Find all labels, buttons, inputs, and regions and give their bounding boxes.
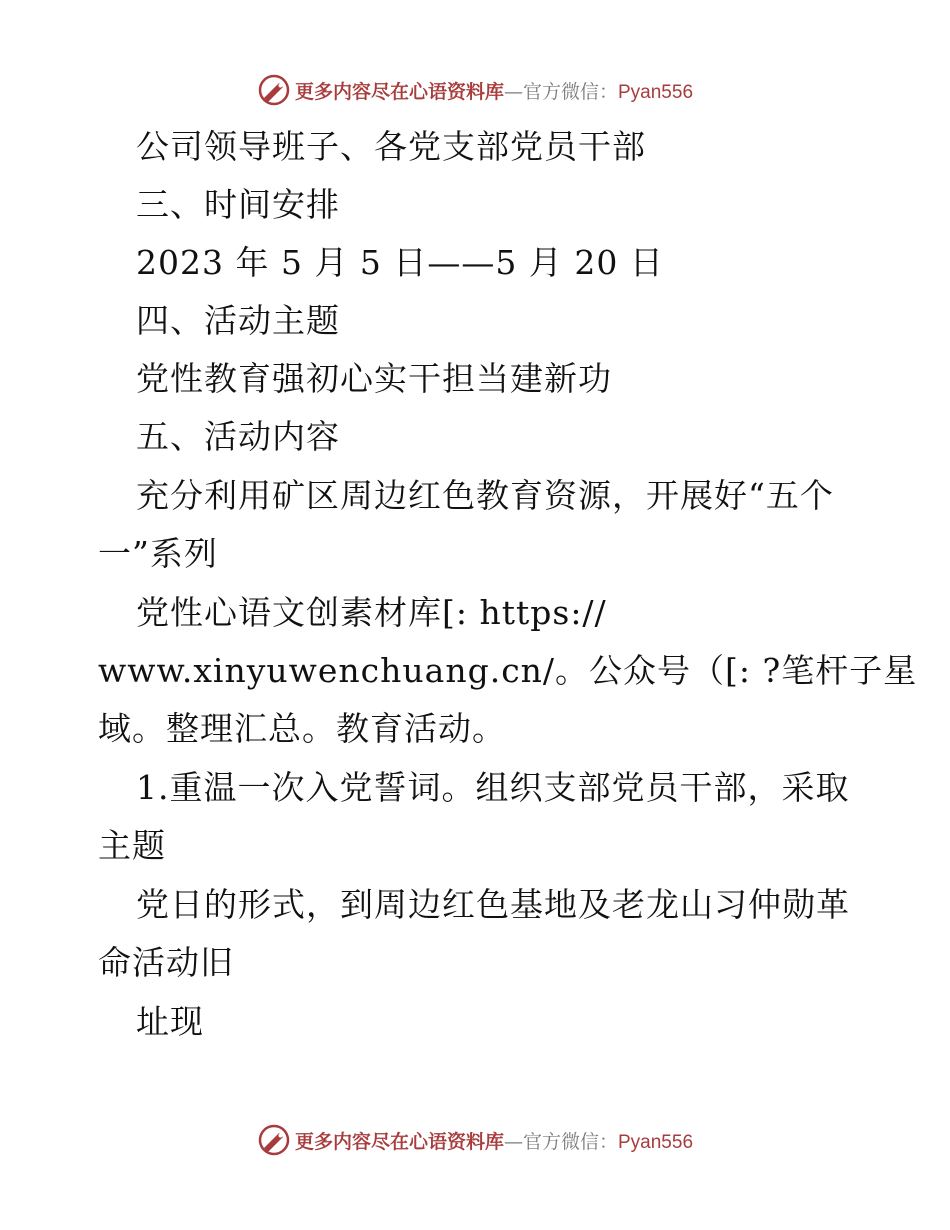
text-line: 党性教育强初心实干担当建新功 [136,359,612,398]
header-banner [0,70,950,110]
banner-weixin-id: Pyan556 [618,1131,694,1153]
text-line: 公司领导班子、各党支部党员干部 [136,127,646,166]
banner-separator: — [503,80,523,103]
text-line: 2023 年 5 月 5 日——5 月 20 日 [136,243,664,282]
banner-separator: — [503,1130,523,1153]
section-heading: 三、时间安排 [136,185,340,224]
text-line: 党性心语文创素材库[: https:// [136,593,607,632]
text-line: 充分利用矿区周边红色教育资源，开展好“五个 [136,476,834,515]
text-line: 域。整理汇总。教育活动。 [98,709,506,748]
text-line: 1.重温一次入党誓词。组织支部党员干部，采取 [136,768,850,807]
text-line: 党日的形式，到周边红色基地及老龙山习仲勋革 [136,885,850,924]
text-line: 一”系列 [98,534,218,573]
pen-nib-circle-icon [257,1123,291,1157]
footer-banner [0,1120,950,1160]
text-line: www.xinyuwenchuang.cn/。公众号（[: ?笔杆子星 [98,651,918,690]
text-line: 命活动旧 [98,943,234,982]
section-heading: 五、活动内容 [136,417,340,456]
banner-weixin-label: 官方微信： [522,80,618,103]
banner-weixin-id: Pyan556 [618,81,694,103]
banner-weixin-label: 官方微信： [522,1130,618,1153]
pen-nib-circle-icon [257,73,291,107]
text-line: 主题 [98,826,166,865]
banner-site-text: 更多内容尽在心语资料库 [294,80,504,103]
text-line: 址现 [136,1002,204,1041]
section-heading: 四、活动主题 [136,301,340,340]
banner-site-text: 更多内容尽在心语资料库 [294,1130,504,1153]
